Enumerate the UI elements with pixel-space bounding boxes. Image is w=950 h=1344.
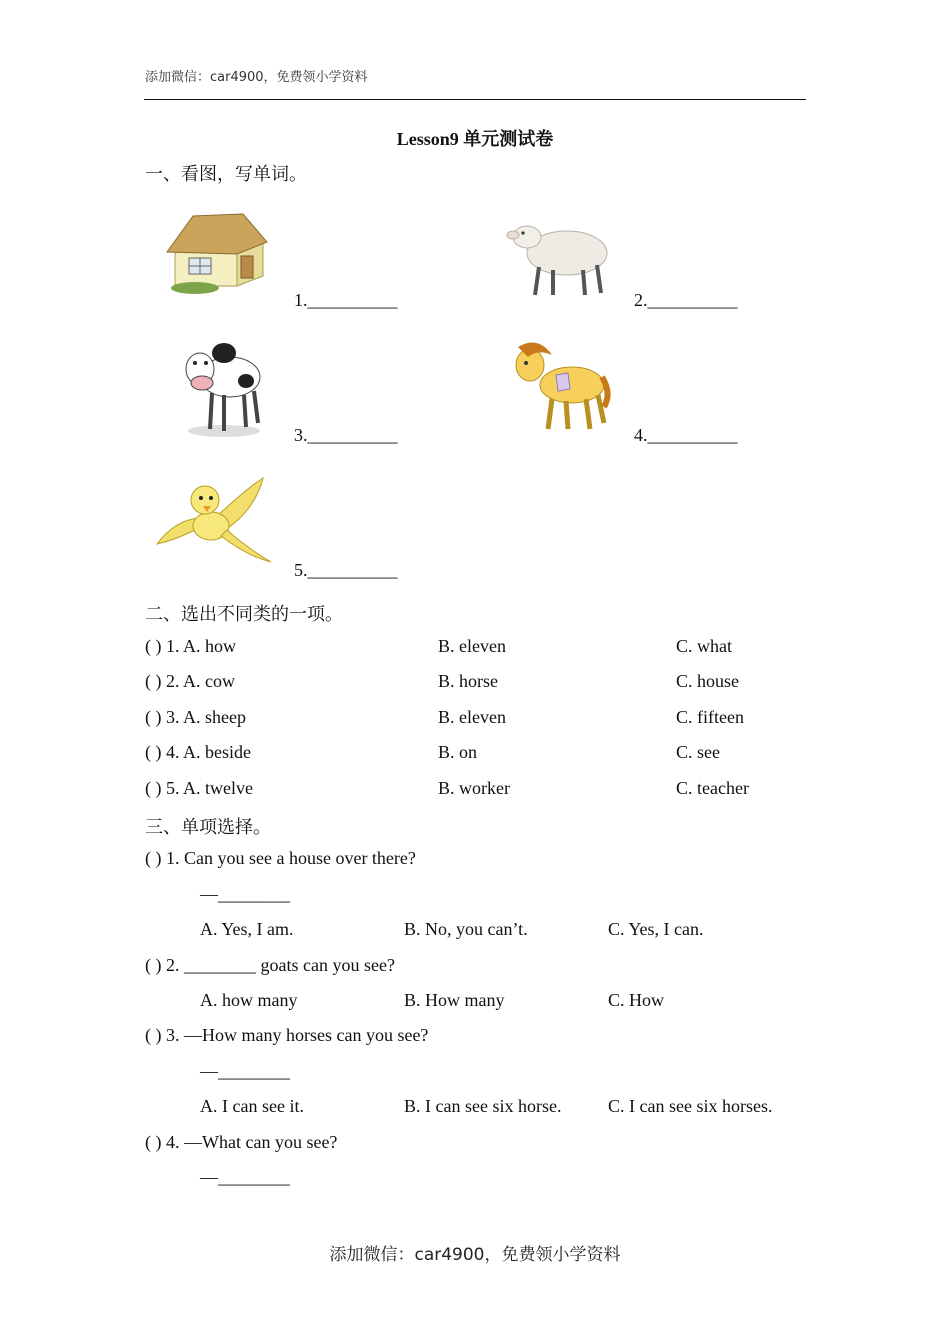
q4-blank: 4.__________ xyxy=(634,425,738,445)
s3-q2-stem: ( ) 2. ________ goats can you see? xyxy=(145,955,395,975)
s2-q3-option-c: C. fifteen xyxy=(676,707,744,727)
footer-note: 添加微信：car4900，免费领小学资料 xyxy=(329,1245,621,1265)
s2-q1-option-b: B. eleven xyxy=(438,636,506,656)
s3-q2-option-c: C. How xyxy=(608,990,665,1010)
s2-q2-option-b: B. horse xyxy=(438,671,498,691)
s3-q4-answer-line: —________ xyxy=(200,1167,290,1187)
sheep-picture xyxy=(505,215,615,300)
section1-heading: 一、看图，写单词。 xyxy=(145,164,307,185)
s3-q3-stem: ( ) 3. —How many horses can you see? xyxy=(145,1025,429,1045)
s3-q1-stem: ( ) 1. Can you see a house over there? xyxy=(145,848,416,868)
s2-q5-option-c: C. teacher xyxy=(676,778,749,798)
s2-q1-stem: ( ) 1. A. how xyxy=(145,636,236,656)
s2-q4-stem: ( ) 4. A. beside xyxy=(145,742,251,762)
q1-blank: 1.__________ xyxy=(294,290,398,310)
s3-q4-stem: ( ) 4. —What can you see? xyxy=(145,1132,338,1152)
s3-q3-option-b: B. I can see six horse. xyxy=(404,1096,562,1116)
s2-q5-option-b: B. worker xyxy=(438,778,510,798)
header-divider xyxy=(144,99,806,100)
s3-q2-option-a: A. how many xyxy=(200,990,298,1010)
s2-q4-option-b: B. on xyxy=(438,742,478,762)
header-note: 添加微信：car4900，免费领小学资料 xyxy=(145,70,368,85)
s2-q4-option-c: C. see xyxy=(676,742,720,762)
s2-q5-stem: ( ) 5. A. twelve xyxy=(145,778,253,798)
s2-q3-option-b: B. eleven xyxy=(438,707,506,727)
s3-q1-option-b: B. No, you can’t. xyxy=(404,919,528,939)
q3-blank: 3.__________ xyxy=(294,425,398,445)
q5-blank: 5.__________ xyxy=(294,560,398,580)
s3-q1-option-a: A. Yes, I am. xyxy=(200,919,294,939)
s3-q3-option-c: C. I can see six horses. xyxy=(608,1096,773,1116)
horse-picture xyxy=(508,335,613,435)
house-picture xyxy=(165,208,270,298)
s3-q1-answer-line: —________ xyxy=(200,884,290,904)
s2-q2-option-c: C. house xyxy=(676,671,739,691)
q2-blank: 2.__________ xyxy=(634,290,738,310)
section2-heading: 二、选出不同类的一项。 xyxy=(145,604,343,625)
s3-q3-answer-line: —________ xyxy=(200,1061,290,1081)
s3-q2-option-b: B. How many xyxy=(404,990,505,1010)
section3-heading: 三、单项选择。 xyxy=(145,817,271,838)
s2-q3-stem: ( ) 3. A. sheep xyxy=(145,707,246,727)
page-title: Lesson9 单元测试卷 xyxy=(396,129,554,149)
s2-q1-option-c: C. what xyxy=(676,636,732,656)
s3-q3-option-a: A. I can see it. xyxy=(200,1096,304,1116)
bird-picture xyxy=(155,470,275,568)
cow-picture xyxy=(162,335,267,440)
s3-q1-option-c: C. Yes, I can. xyxy=(608,919,704,939)
s2-q2-stem: ( ) 2. A. cow xyxy=(145,671,235,691)
